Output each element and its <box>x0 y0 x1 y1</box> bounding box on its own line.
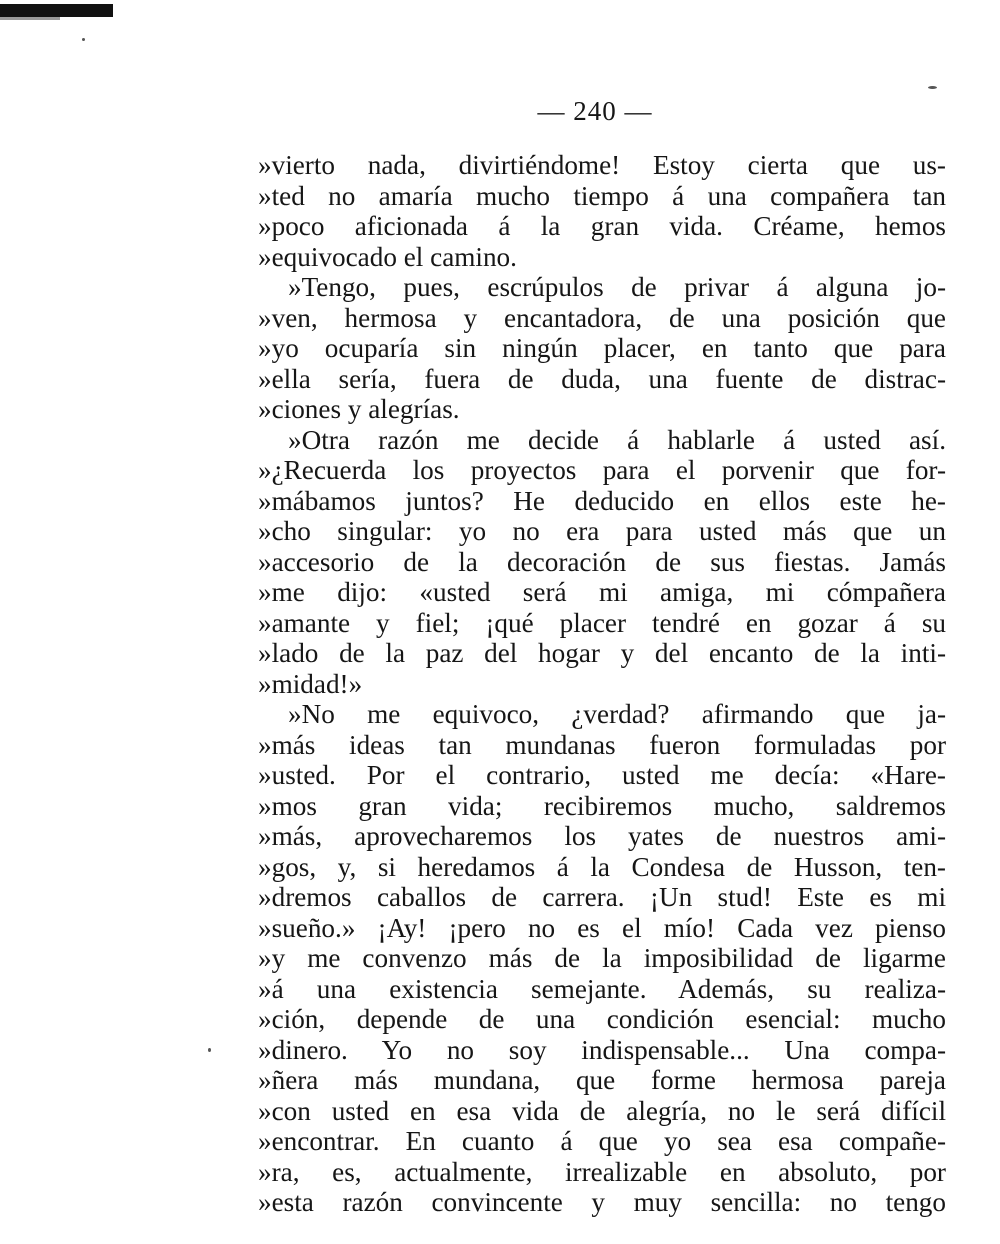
text-line: »ra, es, actualmente, irrealizable en absoluto, por <box>258 1156 946 1187</box>
text-line: »¿Recuerda los proyectos para el porvenir que for- <box>258 455 946 485</box>
text-line: »más, aprovecharemos los yates de nuestros ami- <box>258 821 946 851</box>
text-line: »Otra razón me decide á hablarle á usted así. <box>288 424 946 455</box>
text-line: »poco aficionada á la gran vida. Créame, hemos <box>258 211 946 241</box>
text-line: »Tengo, pues, escrúpulos de privar á alguna jo- <box>288 272 946 302</box>
scan-edge-shadow <box>0 17 60 20</box>
scan-speck <box>208 1048 211 1052</box>
text-line: »gos, y, si heredamos á la Condesa de Husson, ten- <box>258 851 946 882</box>
text-line: »cho singular: yo no era para usted más que un <box>258 516 946 546</box>
text-line: »midad!» <box>258 668 363 699</box>
text-line: »más ideas tan mundanas fueron formuladas por <box>258 729 946 760</box>
text-line: »equivocado el camino. <box>258 241 517 272</box>
text-line: »ella sería, fuera de duda, una fuente de distrac- <box>258 363 946 394</box>
scan-speck <box>928 86 937 89</box>
scan-speck <box>82 38 85 41</box>
text-line: »ciones y alegrías. <box>258 394 460 424</box>
text-line: »con usted en esa vida de alegría, no le será difícil <box>258 1095 946 1126</box>
text-line: »encontrar. En cuanto á que yo sea esa compañe- <box>258 1126 946 1156</box>
text-line: »á una existencia semejante. Además, su realiza- <box>258 973 946 1004</box>
text-line: »dremos caballos de carrera. ¡Un stud! Este es mi <box>258 882 946 912</box>
body-text <box>258 150 946 1218</box>
text-line: »No me equivoco, ¿verdad? afirmando que ja- <box>288 699 946 729</box>
text-line: »yo ocuparía sin ningún placer, en tanto que para <box>258 333 946 363</box>
text-line: »vierto nada, divirtiéndome! Estoy cierta que us- <box>258 150 946 180</box>
text-line: »ción, depende de una condición esencial: mucho <box>258 1004 946 1034</box>
text-line: »dinero. Yo no soy indispensable... Una compa- <box>258 1034 946 1065</box>
text-line: »me dijo: «usted será mi amiga, mi cómpañera <box>258 577 946 607</box>
text-line: »y me convenzo más de la imposibilidad de ligarme <box>258 943 946 973</box>
text-line: »amante y fiel; ¡qué placer tendré en gozar á su <box>258 607 946 638</box>
text-line: »accesorio de la decoración de sus fiestas. Jamás <box>258 546 946 577</box>
text-line: »lado de la paz del hogar y del encanto de la inti- <box>258 638 946 668</box>
text-line: »esta razón convincente y muy sencilla: no tengo <box>258 1187 946 1217</box>
page-number: — 240 — <box>537 96 653 126</box>
scan-edge-mark <box>0 4 113 17</box>
text-line: »ted no amaría mucho tiempo á una compañera tan <box>258 180 946 211</box>
text-line: »mos gran vida; recibiremos mucho, saldremos <box>258 790 946 821</box>
text-line: »sueño.» ¡Ay! ¡pero no es el mío! Cada vez pienso <box>258 912 946 943</box>
text-line: »usted. Por el contrario, usted me decía: «Hare- <box>258 760 946 790</box>
text-line: »ven, hermosa y encantadora, de una posición que <box>258 302 946 333</box>
text-line: »mábamos juntos? He deducido en ellos este he- <box>258 485 946 516</box>
text-line: »ñera más mundana, que forme hermosa pareja <box>258 1065 946 1095</box>
